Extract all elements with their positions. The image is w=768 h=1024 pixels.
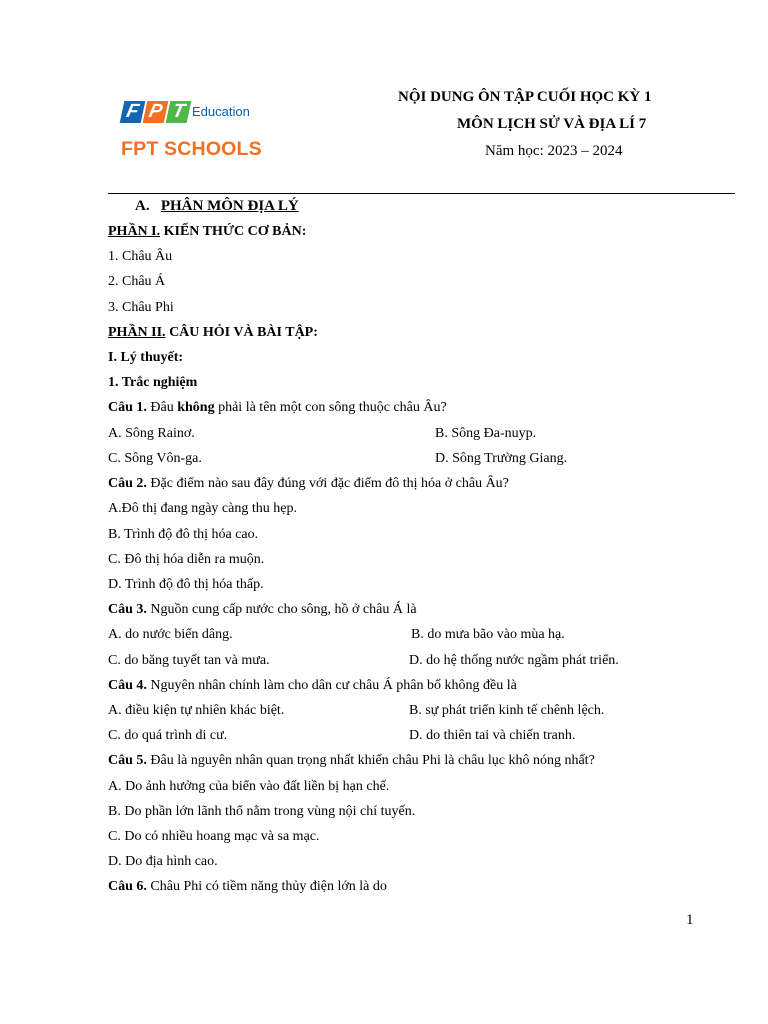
question-1-emphasis: không: [177, 400, 215, 415]
part2-heading: [108, 324, 318, 342]
question-3-option-b: B. do mưa bão vào mùa hạ.: [411, 627, 565, 642]
section-a-letter: A.: [135, 198, 150, 214]
question-4-option-d: D. do thiên tai và chiến tranh.: [409, 728, 576, 743]
document-subject: MÔN LỊCH SỬ VÀ ĐỊA LÍ 7: [457, 116, 647, 132]
part1-label: PHẦN I.: [108, 224, 161, 239]
part1-item-3: 3. Châu Phi: [108, 300, 174, 315]
question-3-option-d: D. do hệ thống nước ngầm phát triển.: [409, 653, 619, 668]
question-2: [108, 475, 509, 493]
document-title: NỘI DUNG ÔN TẬP CUỐI HỌC KỲ 1: [398, 89, 652, 105]
page-number: 1: [686, 912, 694, 928]
fpt-letter-t: T: [166, 101, 192, 123]
question-3-label: Câu 3.: [108, 602, 147, 617]
question-3-option-a: A. do nước biển dâng.: [108, 627, 233, 642]
question-4-text: Nguyên nhân chính làm cho dân cư châu Á phân bố không đều là: [146, 678, 517, 693]
header-divider: [108, 193, 735, 194]
part1-item-1: 1. Châu Âu: [108, 249, 173, 264]
question-1-option-b: B. Sông Đa-nuyp.: [435, 426, 537, 441]
question-1: [108, 399, 447, 417]
question-2-option-a: A.Đô thị đang ngày càng thu hẹp.: [108, 501, 297, 516]
question-5-option-b: B. Do phần lớn lãnh thổ nằm trong vùng nội chí tuyến.: [108, 804, 416, 819]
logo-education-text: Education: [192, 104, 250, 119]
question-2-option-b: B. Trình độ đô thị hóa cao.: [108, 527, 259, 542]
question-1-text-post: phải là tên một con sông thuộc châu Âu?: [214, 400, 447, 415]
question-2-option-c: C. Đô thị hóa diễn ra muộn.: [108, 552, 265, 567]
question-1-option-a: A. Sông Rainơ.: [108, 426, 195, 441]
part2-label: PHẦN II.: [108, 325, 166, 340]
fpt-logo-mark: [122, 101, 189, 123]
fpt-letter-f: F: [120, 101, 146, 123]
question-1-label: Câu 1.: [108, 400, 147, 415]
question-5-option-d: D. Do địa hình cao.: [108, 854, 218, 869]
question-4-option-a: A. điều kiện tự nhiên khác biệt.: [108, 703, 285, 718]
question-2-text: Đặc điểm nào sau đây đúng với đặc điểm đô thị hóa ở châu Âu?: [146, 476, 509, 491]
question-6-label: Câu 6.: [108, 879, 147, 894]
question-1-option-c: C. Sông Vôn-ga.: [108, 451, 202, 466]
part1-heading: [108, 223, 306, 241]
school-year: Năm học: 2023 – 2024: [485, 143, 623, 159]
question-5-option-a: A. Do ảnh hưởng của biển vào đất liền bị hạn chế.: [108, 779, 390, 794]
question-4: [108, 677, 517, 695]
question-6: [108, 878, 387, 896]
question-5-option-c: C. Do có nhiều hoang mạc và sa mạc.: [108, 829, 320, 844]
question-6-text: Châu Phi có tiềm năng thủy điện lớn là do: [146, 879, 387, 894]
theory-heading: I. Lý thuyết:: [108, 350, 184, 365]
question-5: [108, 752, 595, 770]
question-1-text-pre: Đâu: [146, 400, 178, 415]
question-4-label: Câu 4.: [108, 678, 147, 693]
mcq-heading: 1. Trắc nghiệm: [108, 375, 198, 390]
logo-schools-text: FPT SCHOOLS: [121, 138, 262, 160]
section-a-heading: [135, 197, 299, 215]
question-3: [108, 601, 417, 619]
question-3-option-c: C. do băng tuyết tan và mưa.: [108, 653, 270, 668]
section-a-title: PHÂN MÔN ĐỊA LÝ: [160, 198, 299, 214]
question-5-label: Câu 5.: [108, 753, 147, 768]
question-2-option-d: D. Trình độ đô thị hóa thấp.: [108, 577, 264, 592]
part2-title: CÂU HỎI VÀ BÀI TẬP:: [165, 325, 318, 340]
question-4-option-b: B. sự phát triển kinh tế chênh lệch.: [409, 703, 605, 718]
question-2-label: Câu 2.: [108, 476, 147, 491]
part1-item-2: 2. Châu Á: [108, 274, 166, 289]
question-1-option-d: D. Sông Trường Giang.: [435, 451, 568, 466]
question-5-text: Đâu là nguyên nhân quan trọng nhất khiến châu Phi là châu lục khô nóng nhất?: [146, 753, 595, 768]
question-3-text: Nguồn cung cấp nước cho sông, hồ ở châu Á là: [146, 602, 417, 617]
fpt-schools-logo: [118, 87, 262, 167]
fpt-letter-p: P: [143, 101, 169, 123]
part1-title: KIẾN THỨC CƠ BẢN:: [160, 224, 307, 239]
question-4-option-c: C. do quá trình di cư.: [108, 728, 228, 743]
